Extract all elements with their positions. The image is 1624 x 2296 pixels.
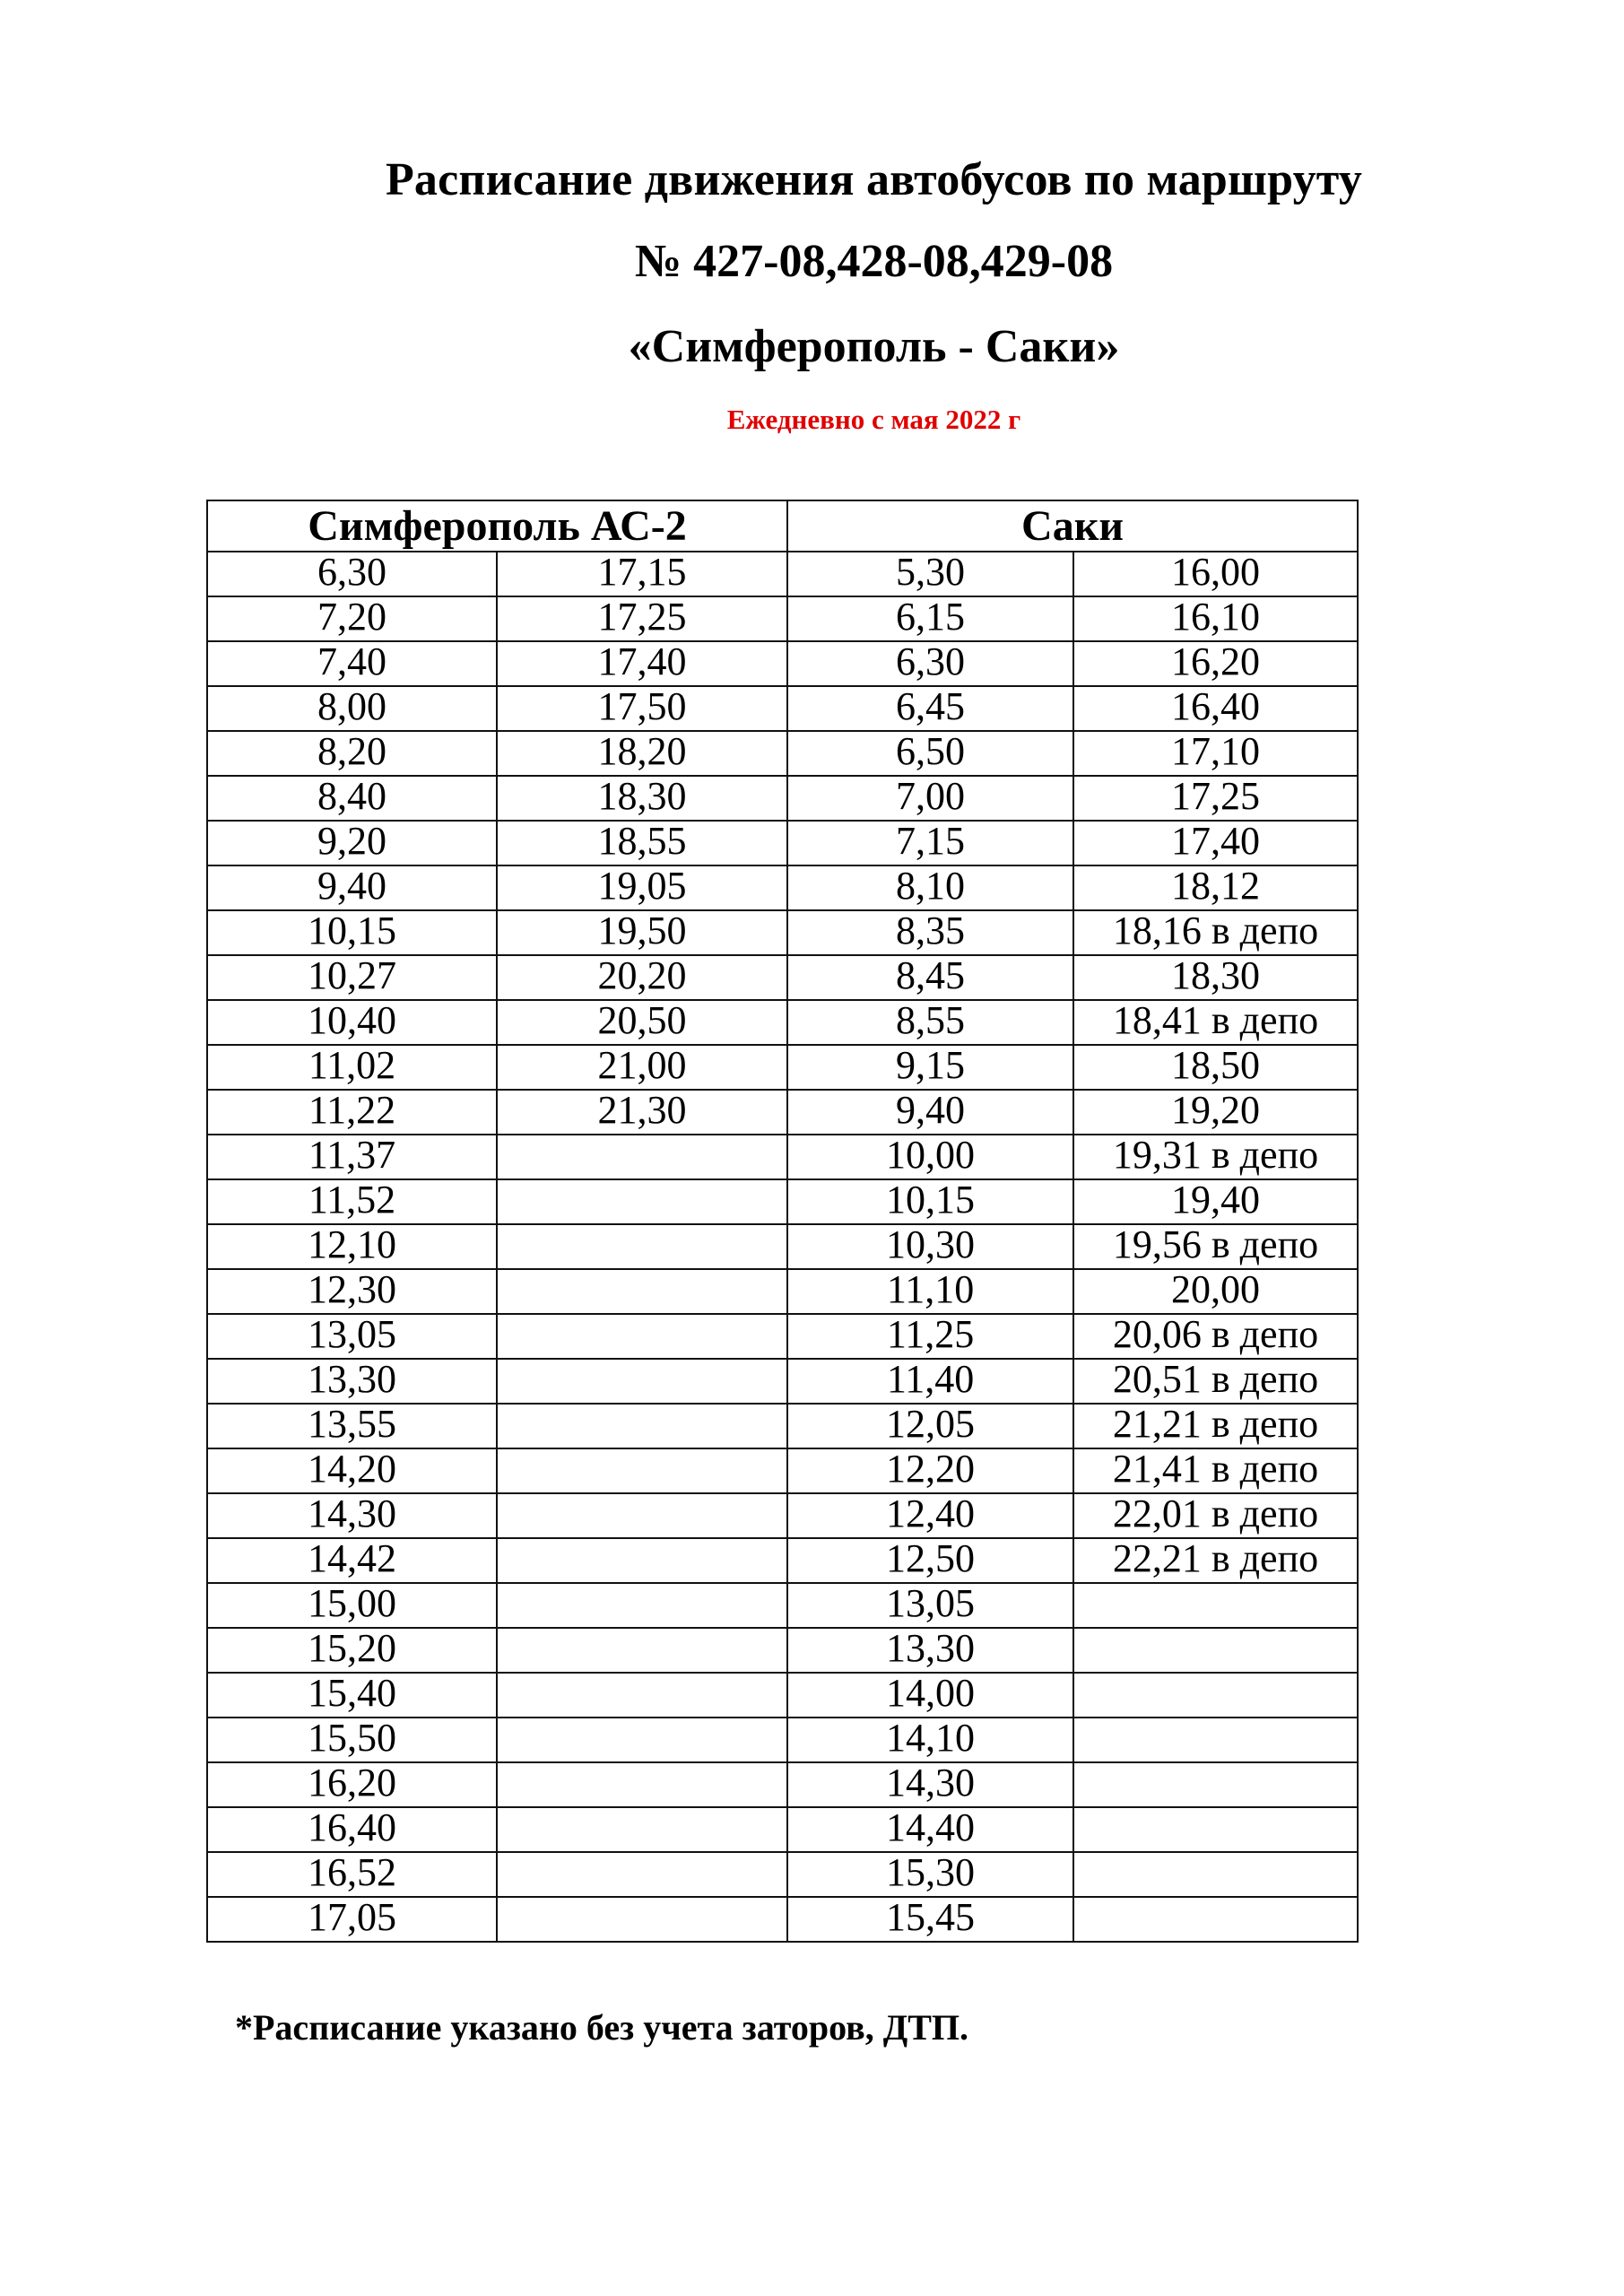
time-value: 18,20 xyxy=(597,729,687,773)
time-value: 16,20 xyxy=(308,1761,396,1805)
time-value: 16,10 xyxy=(1171,595,1261,639)
simferopol-departure-a xyxy=(207,776,497,821)
saki-departure-b xyxy=(1073,1762,1358,1807)
simferopol-departure-b xyxy=(497,865,787,910)
saki-departure-b xyxy=(1073,1673,1358,1718)
time-value: 7,00 xyxy=(896,774,966,818)
simferopol-departure-a xyxy=(207,731,497,776)
time-value: 6,30 xyxy=(896,639,966,683)
saki-departure-a xyxy=(787,596,1073,641)
saki-departure-a xyxy=(787,1762,1073,1807)
time-value: 17,15 xyxy=(597,550,687,594)
time-value: 7,40 xyxy=(317,639,386,683)
time-value: 13,55 xyxy=(308,1402,396,1446)
time-value: 17,40 xyxy=(1171,819,1261,863)
simferopol-departure-a xyxy=(207,552,497,596)
saki-departure-a xyxy=(787,731,1073,776)
simferopol-departure-a xyxy=(207,1762,497,1807)
time-value: 8,35 xyxy=(896,909,966,952)
simferopol-departure-b xyxy=(497,1852,787,1897)
simferopol-departure-b xyxy=(497,1314,787,1359)
time-value: 15,50 xyxy=(308,1716,396,1760)
simferopol-departure-a xyxy=(207,1045,497,1090)
table-row xyxy=(207,1538,1358,1583)
simferopol-departure-a xyxy=(207,1000,497,1045)
time-value: 19,05 xyxy=(597,864,687,908)
saki-departure-a xyxy=(787,1538,1073,1583)
saki-departure-b xyxy=(1073,1807,1358,1852)
route-name: «Симферополь - Саки» xyxy=(628,321,1120,372)
table-row xyxy=(207,641,1358,686)
simferopol-departure-a xyxy=(207,1718,497,1762)
time-value: 16,52 xyxy=(308,1850,396,1894)
time-value: 9,40 xyxy=(317,864,386,908)
simferopol-departure-a xyxy=(207,1852,497,1897)
simferopol-departure-a xyxy=(207,1135,497,1179)
time-value: 10,30 xyxy=(886,1222,976,1266)
saki-departure-a xyxy=(787,1628,1073,1673)
time-value: 17,25 xyxy=(1171,774,1261,818)
simferopol-departure-b xyxy=(497,641,787,686)
saki-departure-a xyxy=(787,641,1073,686)
schedule-validity: Ежедневно с мая 2022 г xyxy=(726,404,1021,435)
saki-departure-b xyxy=(1073,1000,1358,1045)
time-value: 15,40 xyxy=(308,1671,396,1715)
time-value: 21,30 xyxy=(597,1088,687,1132)
simferopol-departure-a xyxy=(207,1314,497,1359)
time-value: 19,40 xyxy=(1171,1178,1261,1222)
table-row xyxy=(207,865,1358,910)
saki-departure-b xyxy=(1073,1628,1358,1673)
saki-departure-a xyxy=(787,1090,1073,1135)
simferopol-departure-b xyxy=(497,1359,787,1404)
time-value: 15,45 xyxy=(886,1895,976,1939)
time-value: 20,50 xyxy=(597,998,687,1042)
saki-departure-b xyxy=(1073,1718,1358,1762)
time-value: 9,40 xyxy=(896,1088,966,1132)
simferopol-departure-a xyxy=(207,1090,497,1135)
table-row xyxy=(207,552,1358,596)
table-row xyxy=(207,1314,1358,1359)
simferopol-departure-b xyxy=(497,1000,787,1045)
saki-departure-b xyxy=(1073,910,1358,955)
time-value: 18,30 xyxy=(1171,953,1261,997)
time-value: 7,15 xyxy=(896,819,966,863)
time-value: 15,20 xyxy=(308,1626,396,1670)
simferopol-departure-a xyxy=(207,1807,497,1852)
time-value: 21,00 xyxy=(597,1043,687,1087)
time-value: 8,00 xyxy=(317,684,386,728)
saki-departure-a xyxy=(787,1000,1073,1045)
footnote: *Расписание указано без учета заторов, ДТП. xyxy=(235,2007,969,2048)
time-value: 14,30 xyxy=(308,1492,396,1535)
table-body xyxy=(207,552,1358,1942)
saki-departure-b xyxy=(1073,1583,1358,1628)
time-value: 8,10 xyxy=(896,864,966,908)
table-row xyxy=(207,1852,1358,1897)
table-row xyxy=(207,1179,1358,1224)
time-value: 19,50 xyxy=(597,909,687,952)
time-value: 14,30 xyxy=(886,1761,976,1805)
saki-departure-a xyxy=(787,1718,1073,1762)
simferopol-departure-b xyxy=(497,686,787,731)
saki-departure-b xyxy=(1073,1179,1358,1224)
simferopol-departure-a xyxy=(207,821,497,865)
time-value: 18,41 в депо xyxy=(1112,998,1319,1042)
saki-departure-a xyxy=(787,776,1073,821)
simferopol-departure-b xyxy=(497,1448,787,1493)
simferopol-departure-a xyxy=(207,1583,497,1628)
schedule-table xyxy=(206,500,1359,1943)
simferopol-departure-b xyxy=(497,1179,787,1224)
time-value: 16,40 xyxy=(1171,684,1261,728)
table-row xyxy=(207,1628,1358,1673)
simferopol-departure-b xyxy=(497,1538,787,1583)
saki-departure-b xyxy=(1073,776,1358,821)
simferopol-departure-a xyxy=(207,596,497,641)
time-value: 10,00 xyxy=(886,1133,976,1177)
simferopol-departure-b xyxy=(497,1090,787,1135)
saki-departure-b xyxy=(1073,641,1358,686)
table-row xyxy=(207,1135,1358,1179)
time-value: 10,27 xyxy=(308,953,396,997)
time-value: 13,05 xyxy=(886,1581,976,1625)
table-row xyxy=(207,1090,1358,1135)
simferopol-departure-b xyxy=(497,1628,787,1673)
time-value: 18,55 xyxy=(597,819,687,863)
table-row xyxy=(207,776,1358,821)
time-value: 16,00 xyxy=(1171,550,1261,594)
saki-departure-b xyxy=(1073,731,1358,776)
time-value: 6,45 xyxy=(896,684,966,728)
time-value: 12,20 xyxy=(886,1447,976,1491)
saki-departure-a xyxy=(787,1045,1073,1090)
saki-departure-a xyxy=(787,1359,1073,1404)
time-value: 7,20 xyxy=(317,595,386,639)
table-header-row xyxy=(207,500,1358,552)
table-row xyxy=(207,1807,1358,1852)
time-value: 11,25 xyxy=(886,1312,975,1356)
time-value: 14,10 xyxy=(886,1716,976,1760)
table-row xyxy=(207,1359,1358,1404)
time-value: 10,15 xyxy=(308,909,396,952)
time-value: 17,10 xyxy=(1171,729,1261,773)
saki-departure-a xyxy=(787,1135,1073,1179)
saki-departure-b xyxy=(1073,1538,1358,1583)
title-line-1: Расписание движения автобусов по маршруту xyxy=(385,154,1363,205)
saki-departure-a xyxy=(787,865,1073,910)
saki-departure-b xyxy=(1073,1224,1358,1269)
time-value: 11,22 xyxy=(308,1088,396,1132)
saki-departure-b xyxy=(1073,1135,1358,1179)
table-row xyxy=(207,1718,1358,1762)
time-value: 19,31 в депо xyxy=(1112,1133,1319,1177)
saki-departure-b xyxy=(1073,865,1358,910)
saki-departure-b xyxy=(1073,1269,1358,1314)
simferopol-departure-b xyxy=(497,1583,787,1628)
table-row xyxy=(207,955,1358,1000)
table-row xyxy=(207,1224,1358,1269)
time-value: 10,40 xyxy=(308,998,396,1042)
saki-departure-a xyxy=(787,1673,1073,1718)
table-row xyxy=(207,596,1358,641)
saki-departure-a xyxy=(787,1269,1073,1314)
time-value: 18,16 в депо xyxy=(1112,909,1319,952)
simferopol-departure-a xyxy=(207,865,497,910)
saki-departure-b xyxy=(1073,1359,1358,1404)
table-row xyxy=(207,731,1358,776)
time-value: 14,00 xyxy=(886,1671,976,1715)
table-row xyxy=(207,686,1358,731)
table-row xyxy=(207,1000,1358,1045)
simferopol-departure-a xyxy=(207,1179,497,1224)
time-value: 22,21 в депо xyxy=(1112,1536,1319,1580)
saki-departure-a xyxy=(787,1224,1073,1269)
time-value: 11,10 xyxy=(886,1267,975,1311)
time-value: 8,45 xyxy=(896,953,966,997)
time-value: 17,50 xyxy=(597,684,687,728)
time-value: 8,20 xyxy=(317,729,386,773)
saki-departure-a xyxy=(787,1404,1073,1448)
time-value: 14,42 xyxy=(308,1536,396,1580)
simferopol-departure-b xyxy=(497,1673,787,1718)
table-row xyxy=(207,1404,1358,1448)
time-value: 17,05 xyxy=(308,1895,396,1939)
time-value: 20,51 в депо xyxy=(1112,1357,1319,1401)
table-row xyxy=(207,1493,1358,1538)
saki-departure-b xyxy=(1073,1897,1358,1942)
simferopol-departure-a xyxy=(207,686,497,731)
time-value: 22,01 в депо xyxy=(1112,1492,1319,1535)
simferopol-departure-b xyxy=(497,1224,787,1269)
saki-departure-a xyxy=(787,552,1073,596)
saki-departure-a xyxy=(787,686,1073,731)
time-value: 9,20 xyxy=(317,819,386,863)
time-value: 12,40 xyxy=(886,1492,976,1535)
simferopol-departure-a xyxy=(207,1538,497,1583)
simferopol-departure-a xyxy=(207,1448,497,1493)
simferopol-departure-b xyxy=(497,1269,787,1314)
table-row xyxy=(207,1762,1358,1807)
time-value: 6,30 xyxy=(317,550,386,594)
time-value: 21,21 в депо xyxy=(1112,1402,1319,1446)
simferopol-departure-b xyxy=(497,1718,787,1762)
saki-departure-b xyxy=(1073,1852,1358,1897)
saki-departure-b xyxy=(1073,596,1358,641)
saki-departure-a xyxy=(787,910,1073,955)
header-simferopol: Симферополь АС-2 xyxy=(207,500,787,552)
saki-departure-b xyxy=(1073,686,1358,731)
saki-departure-a xyxy=(787,1448,1073,1493)
simferopol-departure-a xyxy=(207,1269,497,1314)
table-row xyxy=(207,1448,1358,1493)
saki-departure-b xyxy=(1073,1493,1358,1538)
time-value: 13,05 xyxy=(308,1312,396,1356)
time-value: 8,55 xyxy=(896,998,966,1042)
saki-departure-a xyxy=(787,1897,1073,1942)
time-value: 15,30 xyxy=(886,1850,976,1894)
saki-departure-b xyxy=(1073,1448,1358,1493)
simferopol-departure-a xyxy=(207,1493,497,1538)
simferopol-departure-b xyxy=(497,910,787,955)
time-value: 20,06 в депо xyxy=(1112,1312,1319,1356)
simferopol-departure-a xyxy=(207,1404,497,1448)
saki-departure-a xyxy=(787,955,1073,1000)
time-value: 16,40 xyxy=(308,1805,396,1849)
time-value: 10,15 xyxy=(886,1178,976,1222)
simferopol-departure-b xyxy=(497,731,787,776)
table-row xyxy=(207,1897,1358,1942)
simferopol-departure-a xyxy=(207,641,497,686)
simferopol-departure-a xyxy=(207,955,497,1000)
simferopol-departure-b xyxy=(497,1807,787,1852)
simferopol-departure-b xyxy=(497,821,787,865)
simferopol-departure-b xyxy=(497,776,787,821)
saki-departure-a xyxy=(787,821,1073,865)
saki-departure-b xyxy=(1073,1045,1358,1090)
time-value: 9,15 xyxy=(896,1043,966,1087)
saki-departure-a xyxy=(787,1807,1073,1852)
time-value: 17,25 xyxy=(597,595,687,639)
time-value: 6,50 xyxy=(896,729,966,773)
time-value: 13,30 xyxy=(886,1626,976,1670)
header-saki: Саки xyxy=(787,500,1358,552)
time-value: 11,02 xyxy=(308,1043,396,1087)
time-value: 19,56 в депо xyxy=(1112,1222,1319,1266)
saki-departure-b xyxy=(1073,1314,1358,1359)
time-value: 20,00 xyxy=(1171,1267,1261,1311)
time-value: 21,41 в депо xyxy=(1112,1447,1319,1491)
simferopol-departure-a xyxy=(207,1897,497,1942)
simferopol-departure-b xyxy=(497,596,787,641)
simferopol-departure-b xyxy=(497,1897,787,1942)
saki-departure-b xyxy=(1073,1090,1358,1135)
time-value: 16,20 xyxy=(1171,639,1261,683)
saki-departure-a xyxy=(787,1583,1073,1628)
time-value: 13,30 xyxy=(308,1357,396,1401)
saki-departure-a xyxy=(787,1179,1073,1224)
simferopol-departure-a xyxy=(207,1628,497,1673)
table-row xyxy=(207,1045,1358,1090)
table-row xyxy=(207,1583,1358,1628)
route-numbers: № 427-08,428-08,429-08 xyxy=(634,236,1114,287)
simferopol-departure-b xyxy=(497,1762,787,1807)
time-value: 14,40 xyxy=(886,1805,976,1849)
simferopol-departure-b xyxy=(497,1493,787,1538)
table-row xyxy=(207,1269,1358,1314)
time-value: 12,50 xyxy=(886,1536,976,1580)
simferopol-departure-b xyxy=(497,955,787,1000)
saki-departure-a xyxy=(787,1314,1073,1359)
saki-departure-b xyxy=(1073,955,1358,1000)
simferopol-departure-b xyxy=(497,552,787,596)
time-value: 14,20 xyxy=(308,1447,396,1491)
time-value: 11,40 xyxy=(886,1357,975,1401)
simferopol-departure-b xyxy=(497,1045,787,1090)
saki-departure-b xyxy=(1073,821,1358,865)
time-value: 15,00 xyxy=(308,1581,396,1625)
time-value: 19,20 xyxy=(1171,1088,1261,1132)
simferopol-departure-a xyxy=(207,1224,497,1269)
time-value: 8,40 xyxy=(317,774,386,818)
simferopol-departure-a xyxy=(207,1359,497,1404)
saki-departure-a xyxy=(787,1852,1073,1897)
time-value: 17,40 xyxy=(597,639,687,683)
simferopol-departure-b xyxy=(497,1135,787,1179)
time-value: 18,12 xyxy=(1171,864,1261,908)
table-row xyxy=(207,1673,1358,1718)
time-value: 12,10 xyxy=(308,1222,396,1266)
saki-departure-b xyxy=(1073,1404,1358,1448)
time-value: 20,20 xyxy=(597,953,687,997)
time-value: 18,50 xyxy=(1171,1043,1261,1087)
time-value: 11,52 xyxy=(308,1178,396,1222)
time-value: 12,30 xyxy=(308,1267,396,1311)
table-row xyxy=(207,910,1358,955)
simferopol-departure-a xyxy=(207,1673,497,1718)
time-value: 5,30 xyxy=(896,550,966,594)
simferopol-departure-b xyxy=(497,1404,787,1448)
table-row xyxy=(207,821,1358,865)
time-value: 6,15 xyxy=(896,595,966,639)
saki-departure-a xyxy=(787,1493,1073,1538)
saki-departure-b xyxy=(1073,552,1358,596)
time-value: 18,30 xyxy=(597,774,687,818)
time-value: 12,05 xyxy=(886,1402,976,1446)
simferopol-departure-a xyxy=(207,910,497,955)
time-value: 11,37 xyxy=(308,1133,396,1177)
